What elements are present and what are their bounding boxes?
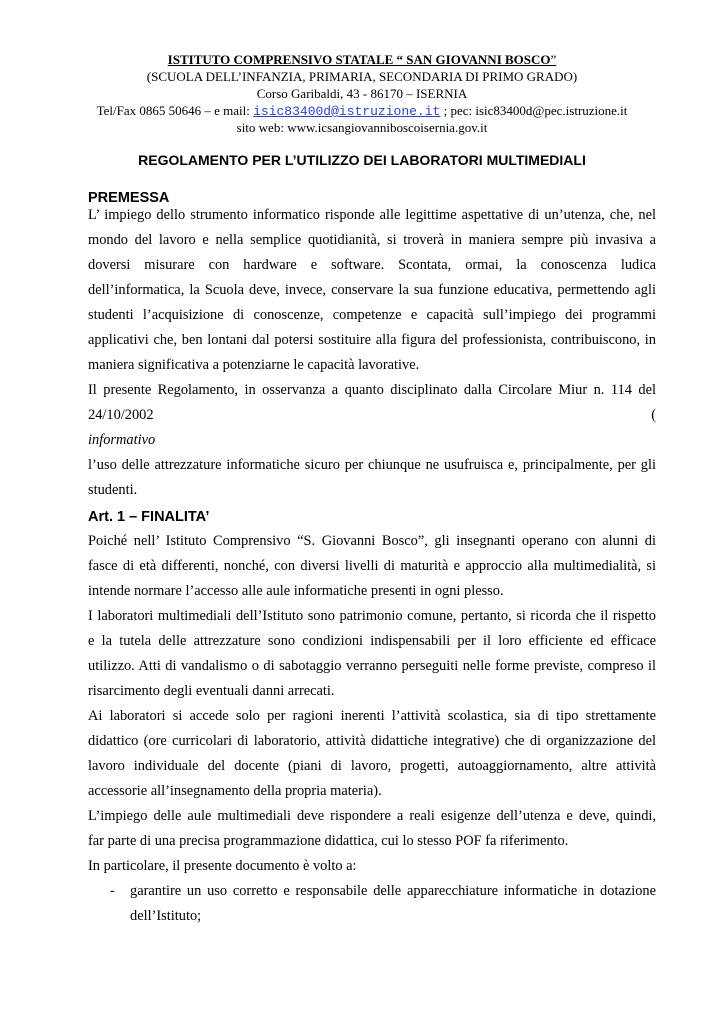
text-line: In particolare, il presente documento è volto a: <box>88 858 357 874</box>
text-line: applicativi che, ben lontani dal potersi sostituire alla figura del professionista, contribuiscono, in <box>88 332 656 348</box>
text-line: Il presente Regolamento, in osservanza a quanto disciplinato dalla Circolare Miur n. 114 del <box>88 382 656 398</box>
paragraph-art1-2 <box>88 604 656 704</box>
text-line: utilizzo. Atti di vandalismo o di sabotaggio verranno perseguiti nelle forme previste, compreso il <box>88 658 656 674</box>
contact-suffix: ; pec: isic83400d@pec.istruzione.it <box>440 103 628 118</box>
text-line: maniera significativa a potenziarne le capacità lavorative. <box>88 357 420 373</box>
text-line: informativo <box>88 432 156 448</box>
paragraph-art1-5 <box>88 854 656 879</box>
text-line: studenti. <box>88 482 138 498</box>
text-line: intende normare l’accesso alle aule informatiche presenti in ogni plesso. <box>88 583 504 599</box>
text-line: e la tutela delle attrezzature sono condizioni indispensabili per il loro efficiente ed efficace <box>88 633 656 649</box>
text-line: far parte di una precisa programmazione didattica, cui lo stesso POF fa riferimento. <box>88 833 569 849</box>
section-heading-art1: Art. 1 – FINALITA’ <box>88 509 210 525</box>
text-line: garantire un uso corretto e responsabile delle apparecchiature informatiche in dotazione <box>130 883 656 899</box>
school-website: sito web: www.icsangiovanniboscoisernia.gov.it <box>236 120 488 135</box>
text-line: doversi misurare con hardware e software. Scontata, ormai, la conoscenza ludica <box>88 257 656 273</box>
text-line: Ai laboratori si accede solo per ragioni inerenti l’attività scolastica, sia di tipo strettamente <box>88 708 656 724</box>
paragraph-art1-3 <box>88 704 656 804</box>
text-line: Poiché nell’ Istituto Comprensivo “S. Giovanni Bosco”, gli insegnanti operano con alunni di <box>88 533 656 549</box>
contact-prefix: Tel/Fax 0865 50646 – e mail: <box>96 103 254 118</box>
school-address: Corso Garibaldi, 43 - 86170 – ISERNIA <box>256 86 468 101</box>
paragraph-art1-4 <box>88 804 656 854</box>
text-line: L’ impiego dello strumento informatico risponde alle legittime aspettative di un’utenza, che, nel <box>88 207 656 223</box>
text-line: lavoro individuale del docente (piani di lavoro, progetti, autoaggiornamento, altre attività <box>88 758 656 774</box>
text-line: fasce di età differenti, nonché, con diversi livelli di maturità e approccio alla multimedialità, si <box>88 558 656 574</box>
text-line: L’impiego delle aule multimediali deve rispondere a reali esigenze dell’utenza e deve, quindi, <box>88 808 656 824</box>
email-link[interactable]: isic83400d@istruzione.it <box>253 104 441 119</box>
text-line: accessorie all’insegnamento della propria materia). <box>88 783 382 799</box>
school-contacts <box>60 103 664 120</box>
bullet-dash: - <box>110 883 115 899</box>
text-line: studenti l’acquisizione di conoscenze, competenze e capacità sull’impiego dei programmi <box>88 307 656 323</box>
text-line: mondo del lavoro e nella semplice quotidianità, si troverà in maniera sempre più invasiva a <box>88 232 656 248</box>
school-name: ISTITUTO COMPRENSIVO STATALE “ SAN GIOVANNI BOSCO” <box>167 52 557 67</box>
text-line: l’uso delle attrezzature informatiche sicuro per chiunque ne usufruisca e, principalmente, per gli <box>88 457 656 473</box>
text-line: dell’Istituto; <box>130 908 202 924</box>
paragraph-art1-1 <box>88 529 656 604</box>
document-title: REGOLAMENTO PER L’UTILIZZO DEI LABORATORI MULTIMEDIALI <box>138 152 586 168</box>
text-line: 24/10/2002 ( <box>88 407 656 423</box>
section-heading-premessa: PREMESSA <box>88 190 170 206</box>
text-line: I laboratori multimediali dell’Istituto sono patrimonio comune, pertanto, si ricorda che il rispetto <box>88 608 656 624</box>
paragraph-premessa-1 <box>88 203 656 378</box>
text-line: risarcimento degli eventuali danni arrecati. <box>88 683 335 699</box>
text-line: didattico (ore curricolari di laboratorio, attività didattiche integrative) che di organizzazione del <box>88 733 656 749</box>
text-line: dell’informatica, la Scuola deve, invece, conservare la sua funzione educativa, permettendo agli <box>88 282 656 298</box>
school-type: (SCUOLA DELL’INFANZIA, PRIMARIA, SECONDARIA DI PRIMO GRADO) <box>146 69 578 84</box>
paragraph-premessa-2 <box>88 378 656 503</box>
